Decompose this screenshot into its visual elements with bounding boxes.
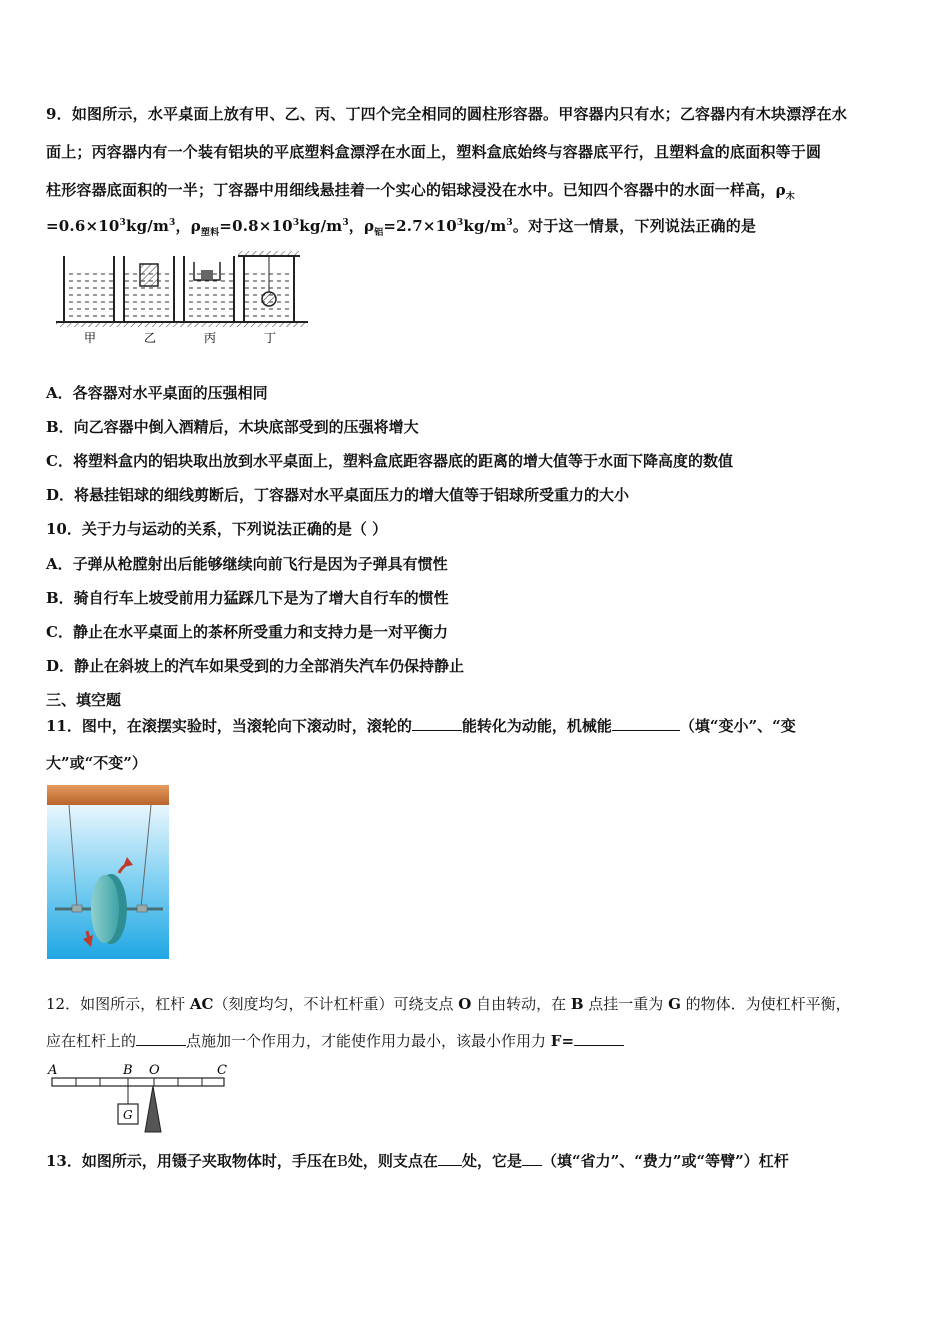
label-bing: 丙 bbox=[204, 331, 217, 345]
q9-option-a: A．各容器对水平桌面的压强相同 bbox=[46, 384, 268, 402]
lever-bar bbox=[52, 1078, 224, 1086]
q9-line-1: 9．如图所示，水平桌面上放有甲、乙、丙、丁四个完全相同的圆柱形容器。甲容器内只有水；乙容器内有木块漂浮在水 bbox=[46, 105, 848, 123]
fulcrum bbox=[145, 1086, 161, 1132]
lever-figure bbox=[46, 1062, 236, 1136]
q9-line-4: $=0.6\times 10^3kg/m^3$，$\rho_{塑料}=0.8\times 10^3kg/m^3$，$\rho_铝=2.7\times 10^3kg/m^3$。对于这一情景，下列说法正确的是 bbox=[46, 217, 757, 238]
four-containers-figure bbox=[52, 250, 312, 350]
container-jia bbox=[64, 256, 114, 322]
section-heading: 三、填空题 bbox=[46, 691, 122, 709]
q10-stem: 10．关于力与运动的关系，下列说法正确的是（ ） bbox=[46, 520, 388, 538]
q9-option-d: D．将悬挂铝球的细线剪断后，丁容器对水平桌面压力的增大值等于铝球所受重力的大小 bbox=[46, 486, 630, 504]
q11-line-1: 11．图中，在滚摆实验时，当滚轮向下滚动时，滚轮的 能转化为动能，机械能 （填“变小”、“变 bbox=[46, 717, 796, 735]
label-ding: 丁 bbox=[264, 331, 277, 345]
container-bing bbox=[184, 256, 234, 322]
q9-option-c: C．将塑料盒内的铝块取出放到水平桌面上，塑料盒底距容器底的距离的增大值等于水面下降高度的数值 bbox=[46, 452, 733, 470]
q12-blank-2 bbox=[574, 1030, 624, 1046]
q13-line: 13．如图所示，用镊子夹取物体时，手压在B处，则支点在 处，它是 （填“省力”、“费力”或“等臂”）杠杆 bbox=[46, 1152, 789, 1170]
q11-blank-2 bbox=[612, 715, 680, 731]
q10-option-c: C．静止在水平桌面上的茶杯所受重力和支持力是一对平衡力 bbox=[46, 623, 448, 641]
label-o: O bbox=[149, 1063, 160, 1078]
label-c: C bbox=[217, 1063, 227, 1078]
q13-blank-2 bbox=[522, 1150, 542, 1166]
wooden-beam bbox=[47, 785, 169, 805]
q9-line-3: 柱形容器底面积的一半；丁容器中用细线悬挂着一个实心的铝球浸没在水中。已知四个容器中的水面一样高，$\rho_木$ bbox=[46, 181, 795, 202]
q9-option-b: B．向乙容器中倒入酒精后，木块底部受到的压强将增大 bbox=[46, 418, 419, 436]
label-b: B bbox=[123, 1063, 133, 1078]
container-yi bbox=[124, 256, 174, 322]
pendulum-figure bbox=[47, 785, 169, 959]
q11-blank-1 bbox=[412, 715, 462, 731]
q10-option-b: B．骑自行车上坡受前用力猛踩几下是为了增大自行车的惯性 bbox=[46, 589, 449, 607]
q12-line-1: 12．如图所示，杠杆 AC（刻度均匀，不计杠杆重）可绕支点 O 自由转动，在 B 点挂一重为 G 的物体．为使杠杆平衡， bbox=[46, 995, 851, 1013]
q12-line-2: 应在杠杆上的 点施加一个作用力，才能使作用力最小，该最小作用力 F= bbox=[46, 1030, 624, 1051]
q12-blank-1 bbox=[136, 1030, 186, 1046]
label-a: A bbox=[48, 1063, 58, 1078]
label-g: G bbox=[123, 1108, 133, 1122]
q10-option-d: D．静止在斜坡上的汽车如果受到的力全部消失汽车仍保持静止 bbox=[46, 657, 465, 675]
q10-option-a: A．子弹从枪膛射出后能够继续向前飞行是因为子弹具有惯性 bbox=[46, 555, 448, 573]
q11-line-2: 大”或“不变”） bbox=[46, 754, 147, 772]
q13-blank-1 bbox=[438, 1150, 462, 1166]
wheel bbox=[91, 875, 119, 943]
label-jia: 甲 bbox=[84, 331, 97, 345]
label-yi: 乙 bbox=[144, 331, 157, 345]
q9-line-2: 面上；丙容器内有一个装有铝块的平底塑料盒漂浮在水面上，塑料盒底始终与容器底平行，且塑料盒的底面积等于圆 bbox=[46, 143, 822, 161]
container-ding bbox=[238, 251, 300, 322]
